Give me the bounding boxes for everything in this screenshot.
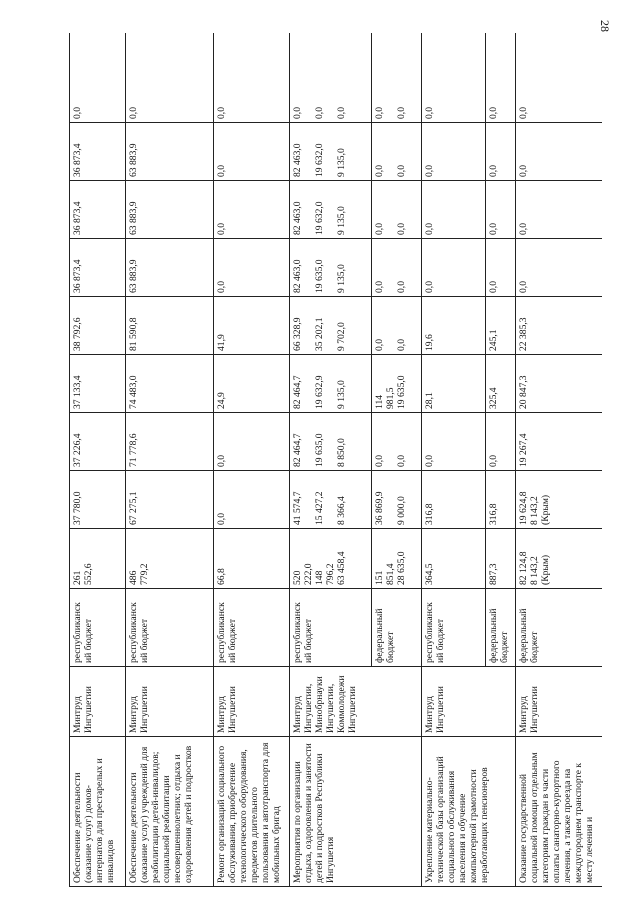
value-cell [290, 297, 372, 355]
value-cell [214, 297, 290, 355]
cell-line [325, 36, 336, 119]
cell-line: 19 635,0 [314, 433, 325, 467]
executor-cell: Минтруд Ингушетии [70, 667, 126, 737]
value-cell [70, 181, 126, 239]
budget-source-cell [422, 589, 486, 667]
value-cell [486, 529, 516, 589]
table-row [214, 33, 290, 887]
budget-source-cell [516, 589, 603, 667]
value-cell [422, 471, 486, 529]
cell-line: (Крым) [540, 554, 551, 585]
activity-name-cell: Ремонт организаций социального обслуживания, приобретение технологического оборудования, предметов длительного пользования и автотранспорта для мобильных бригад [214, 737, 290, 887]
value-cell [486, 413, 516, 471]
cell-line: 74 483,0 [128, 375, 139, 409]
value-cell [126, 413, 214, 471]
cell-line: 520 [292, 570, 303, 585]
cell-line: 28 635,0 [396, 551, 407, 585]
value-cell [70, 529, 126, 589]
cell-line [303, 358, 314, 409]
cell-line: федеральный [488, 608, 499, 663]
cell-line: 0,0 [424, 107, 435, 119]
cell-line: 37 226,4 [72, 433, 83, 467]
cell-line: 0,0 [424, 165, 435, 177]
value-cell [486, 297, 516, 355]
value-cell [372, 297, 422, 355]
cell-line: 66 328,9 [292, 317, 303, 351]
value-cell [516, 33, 603, 123]
cell-line: 82 463,0 [292, 201, 303, 235]
activity-name-cell: Оказание государственной социальной помощи отдельным категориям граждан в части оплаты санаторно-курортного лечения, а также проезда на междугороднем транспорте к месту лечения и [516, 737, 603, 887]
cell-line: 0,0 [216, 455, 227, 467]
cell-line [325, 358, 336, 409]
cell-line [303, 474, 314, 525]
cell-line: 0,0 [374, 455, 385, 467]
value-cell [214, 239, 290, 297]
cell-line: 0,0 [424, 455, 435, 467]
cell-line: республиканск [216, 602, 227, 663]
cell-line: 0,0 [488, 455, 499, 467]
cell-line: 0,0 [518, 223, 529, 235]
cell-line: 9 000,0 [396, 496, 407, 525]
cell-line: 67 275,1 [128, 491, 139, 525]
cell-line: 0,0 [488, 223, 499, 235]
cell-line: 0,0 [424, 281, 435, 293]
cell-line: 8 143,2 [529, 496, 540, 525]
cell-line: ий бюджет [83, 618, 94, 663]
cell-line: ий бюджет [227, 618, 238, 663]
cell-line [303, 416, 314, 467]
table-row [516, 33, 603, 887]
cell-line: 552,6 [83, 563, 94, 585]
cell-line: 0,0 [374, 223, 385, 235]
value-cell [486, 239, 516, 297]
value-cell [486, 181, 516, 239]
cell-line: 63 883,9 [128, 143, 139, 177]
cell-line: 0,0 [374, 281, 385, 293]
cell-line [385, 242, 396, 293]
cell-line [325, 126, 336, 177]
cell-line: 0,0 [396, 165, 407, 177]
cell-line: 37 780,0 [72, 491, 83, 525]
cell-line: 28,1 [424, 392, 435, 409]
cell-line: 0,0 [216, 107, 227, 119]
value-cell [126, 33, 214, 123]
value-cell [290, 355, 372, 413]
cell-line: 66,8 [216, 568, 227, 585]
cell-line: 0,0 [72, 107, 83, 119]
cell-line: 9 135,0 [336, 380, 347, 409]
cell-line: 0,0 [216, 281, 227, 293]
cell-line: 37 133,4 [72, 375, 83, 409]
value-cell [372, 123, 422, 181]
value-cell [214, 471, 290, 529]
cell-line: 0,0 [396, 107, 407, 119]
cell-line: 9 135,0 [336, 148, 347, 177]
cell-line: 0,0 [128, 107, 139, 119]
cell-line: 316,8 [424, 503, 435, 525]
value-cell [422, 123, 486, 181]
cell-line: 82 463,0 [292, 259, 303, 293]
cell-line: 0,0 [216, 513, 227, 525]
cell-line: республиканск [292, 602, 303, 663]
value-cell [214, 33, 290, 123]
cell-line: 19 632,0 [314, 201, 325, 235]
value-cell [422, 33, 486, 123]
cell-line: республиканск [128, 602, 139, 663]
cell-line: 36 873,4 [72, 259, 83, 293]
cell-line: 887,3 [488, 563, 499, 585]
cell-line: бюджет [499, 631, 510, 663]
table-row [70, 33, 126, 887]
cell-line: 20 847,3 [518, 375, 529, 409]
cell-line: 261 [72, 570, 83, 585]
value-cell [70, 239, 126, 297]
cell-line: 0,0 [314, 107, 325, 119]
cell-line: 63 458,4 [336, 551, 347, 585]
cell-line: 0,0 [396, 339, 407, 351]
activity-name-cell: Мероприятия по организации отдыха, оздоровления и занятости детей и подростков Республики Ингушетия [290, 737, 422, 887]
cell-line [303, 242, 314, 293]
value-cell [422, 413, 486, 471]
value-cell [290, 239, 372, 297]
cell-line: 9 702,0 [336, 322, 347, 351]
value-cell [422, 529, 486, 589]
value-cell [290, 181, 372, 239]
value-cell [516, 413, 603, 471]
table-frame [69, 33, 602, 887]
cell-line: 325,4 [488, 387, 499, 409]
value-cell [70, 297, 126, 355]
value-cell [126, 123, 214, 181]
rotated-table-wrapper [69, 33, 602, 887]
cell-line: 0,0 [374, 165, 385, 177]
value-cell [516, 181, 603, 239]
cell-line: 0,0 [488, 107, 499, 119]
budget-source-cell [126, 589, 214, 667]
value-cell [372, 181, 422, 239]
value-cell [214, 529, 290, 589]
budget-source-cell [70, 589, 126, 667]
cell-line: 8 850,0 [336, 438, 347, 467]
cell-line: 36 869,9 [374, 491, 385, 525]
cell-line: 19 267,4 [518, 433, 529, 467]
cell-line: 82 124,8 [518, 551, 529, 585]
cell-line: 35 202,1 [314, 317, 325, 351]
cell-line: 0,0 [336, 107, 347, 119]
value-cell [372, 413, 422, 471]
cell-line: 0,0 [518, 107, 529, 119]
cell-line: 71 778,6 [128, 433, 139, 467]
value-cell [372, 471, 422, 529]
value-cell [372, 33, 422, 123]
cell-line: 81 590,8 [128, 317, 139, 351]
cell-line: 9 135,0 [336, 264, 347, 293]
cell-line [385, 416, 396, 467]
cell-line: республиканск [72, 602, 83, 663]
table-row [422, 33, 486, 887]
value-cell [422, 239, 486, 297]
budget-source-cell [372, 589, 422, 667]
value-cell [486, 33, 516, 123]
executor-cell: Минтруд Ингушетии [126, 667, 214, 737]
activity-name-cell: Укрепление материально-технической базы организаций социального обслуживания населения и обучение компьютерной грамотности неработающих пенсионеров [422, 737, 516, 887]
cell-line [385, 36, 396, 119]
value-cell [486, 471, 516, 529]
value-cell [126, 181, 214, 239]
cell-line: 0,0 [424, 223, 435, 235]
cell-line: 316,8 [488, 503, 499, 525]
cell-line: 0,0 [216, 165, 227, 177]
cell-line [325, 300, 336, 351]
value-cell [214, 413, 290, 471]
value-cell [372, 529, 422, 589]
budget-source-cell [486, 589, 516, 667]
value-cell [422, 181, 486, 239]
value-cell [214, 123, 290, 181]
cell-line: 9 135,0 [336, 206, 347, 235]
budget-source-cell [290, 589, 372, 667]
page-number: 28 [598, 20, 612, 32]
value-cell [70, 123, 126, 181]
cell-line [303, 184, 314, 235]
budget-source-cell [214, 589, 290, 667]
value-cell [126, 471, 214, 529]
value-cell [70, 413, 126, 471]
cell-line: 151 [374, 570, 385, 585]
value-cell [290, 123, 372, 181]
cell-line [325, 242, 336, 293]
cell-line: 19 632,9 [314, 375, 325, 409]
cell-line: 0,0 [374, 107, 385, 119]
cell-line: 36 873,4 [72, 201, 83, 235]
cell-line: 0,0 [518, 281, 529, 293]
cell-line: бюджет [385, 631, 396, 663]
value-cell [126, 529, 214, 589]
value-cell [372, 355, 422, 413]
value-cell [486, 123, 516, 181]
cell-line: 486 [128, 570, 139, 585]
program-budget-table [69, 33, 602, 887]
cell-line: 0,0 [488, 165, 499, 177]
value-cell [290, 529, 372, 589]
cell-line: 15 427,2 [314, 491, 325, 525]
cell-line: 851,4 [385, 563, 396, 585]
value-cell [516, 471, 603, 529]
value-cell [516, 123, 603, 181]
table-body [70, 33, 603, 887]
cell-line: 63 883,9 [128, 259, 139, 293]
value-cell [70, 33, 126, 123]
cell-line: 41 574,7 [292, 491, 303, 525]
value-cell [516, 355, 603, 413]
cell-line [303, 300, 314, 351]
value-cell [290, 471, 372, 529]
value-cell [70, 355, 126, 413]
value-cell [516, 297, 603, 355]
cell-line: ий бюджет [303, 618, 314, 663]
cell-line: федеральный [374, 608, 385, 663]
cell-line: 0,0 [396, 223, 407, 235]
cell-line [385, 300, 396, 351]
cell-line: 0,0 [292, 107, 303, 119]
cell-line: 0,0 [216, 223, 227, 235]
activity-name-cell: Обеспечение деятельности (оказание услуг) учреждений для реабилитации детей-инвалидов; социальной реабилитации несовершеннолетних; отдыха и оздоровления детей и подростков [126, 737, 214, 887]
cell-line: 41,9 [216, 334, 227, 351]
value-cell [422, 355, 486, 413]
value-cell [290, 33, 372, 123]
cell-line: бюджет [529, 631, 540, 663]
cell-line [325, 416, 336, 467]
cell-line: 148 [314, 570, 325, 585]
cell-line: ий бюджет [435, 618, 446, 663]
value-cell [516, 239, 603, 297]
cell-line: 22 385,3 [518, 317, 529, 351]
cell-line: 19 635,0 [314, 259, 325, 293]
activity-name-cell: Обеспечение деятельности (оказание услуг) домов-интернатов для престарелых и инвалидов [70, 737, 126, 887]
cell-line [385, 184, 396, 235]
cell-line: 245,1 [488, 329, 499, 351]
executor-cell: Минтруд Ингушетии [422, 667, 516, 737]
cell-line: 63 883,9 [128, 201, 139, 235]
cell-line [325, 184, 336, 235]
cell-line: федеральный [518, 608, 529, 663]
cell-line: 0,0 [396, 455, 407, 467]
cell-line [385, 474, 396, 525]
cell-line: 0,0 [488, 281, 499, 293]
cell-line [303, 126, 314, 177]
value-cell [372, 239, 422, 297]
cell-line: 114 [374, 394, 385, 409]
cell-line: 82 464,7 [292, 433, 303, 467]
value-cell [422, 297, 486, 355]
cell-line: ий бюджет [139, 618, 150, 663]
executor-cell: Минтруд Ингушетии, Минобрнауки Ингушетии, Коммолодежи Ингушетии [290, 667, 422, 737]
cell-line [385, 126, 396, 177]
value-cell [214, 355, 290, 413]
cell-line: (Крым) [540, 494, 551, 525]
value-cell [126, 239, 214, 297]
cell-line: 8 366,4 [336, 496, 347, 525]
value-cell [486, 355, 516, 413]
cell-line: республиканск [424, 602, 435, 663]
cell-line: 0,0 [396, 281, 407, 293]
cell-line: 24,9 [216, 392, 227, 409]
cell-line: 222,0 [303, 563, 314, 585]
cell-line: 19 635,0 [396, 375, 407, 409]
cell-line: 19 624,8 [518, 491, 529, 525]
cell-line: 981,5 [385, 387, 396, 409]
table-row [126, 33, 214, 887]
cell-line: 796,2 [325, 563, 336, 585]
cell-line: 36 873,4 [72, 143, 83, 177]
cell-line: 82 463,0 [292, 143, 303, 177]
cell-line: 19,6 [424, 334, 435, 351]
value-cell [126, 297, 214, 355]
value-cell [516, 529, 603, 589]
value-cell [290, 413, 372, 471]
cell-line: 8 143,2 [529, 556, 540, 585]
cell-line: 779,2 [139, 563, 150, 585]
cell-line: 38 792,6 [72, 317, 83, 351]
cell-line: 82 464,7 [292, 375, 303, 409]
value-cell [70, 471, 126, 529]
cell-line [303, 36, 314, 119]
cell-line: 0,0 [518, 165, 529, 177]
value-cell [214, 181, 290, 239]
table-row [290, 33, 372, 887]
cell-line: 364,5 [424, 563, 435, 585]
executor-cell: Минтруд Ингушетии [516, 667, 603, 737]
value-cell [126, 355, 214, 413]
executor-cell: Минтруд Ингушетии [214, 667, 290, 737]
cell-line: 19 632,0 [314, 143, 325, 177]
cell-line [325, 474, 336, 525]
cell-line: 0,0 [374, 339, 385, 351]
